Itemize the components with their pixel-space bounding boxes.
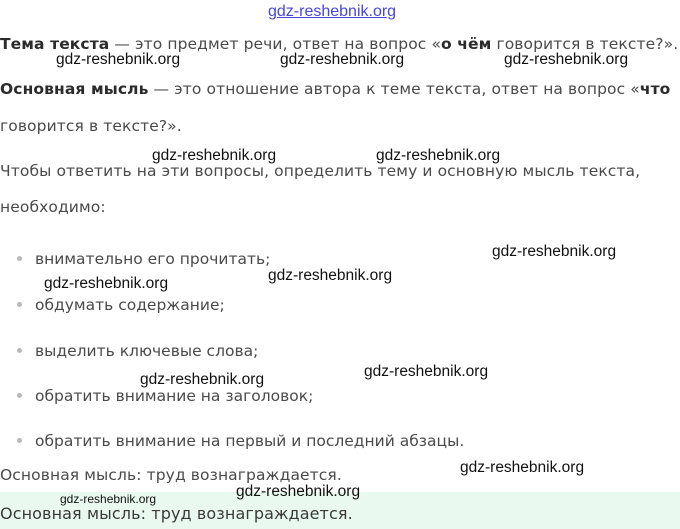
answer-text: Основная мысль: труд вознаграждается. (0, 466, 342, 484)
list-item: обдумать содержание; (35, 296, 225, 314)
theme-term: Тема текста (0, 35, 110, 53)
intro-line2: необходимо: (0, 198, 106, 216)
bullet-icon (17, 393, 22, 398)
idea-definition-line2: говорится в тексте?». (0, 117, 182, 135)
watermark: gdz-reshebnik.org (152, 147, 277, 164)
idea-definition-line1 (0, 79, 670, 99)
bullet-icon (17, 302, 22, 307)
idea-term: Основная мысль (0, 80, 149, 98)
watermark: gdz-reshebnik.org (364, 363, 489, 380)
intro-line1: Чтобы ответить на эти вопросы, определить тему и основную мысль текста, (0, 162, 641, 180)
watermark: gdz-reshebnik.org (236, 483, 361, 500)
watermark: gdz-reshebnik.org (56, 51, 181, 68)
watermark: gdz-reshebnik.org (504, 51, 629, 68)
idea-text-1: — это отношение автора к теме текста, ответ на вопрос « (148, 80, 640, 98)
list-item: обратить внимание на первый и последний абзацы. (35, 432, 465, 450)
list-item: внимательно его прочитать; (35, 250, 271, 268)
watermark: gdz-reshebnik.org (280, 51, 405, 68)
bullet-icon (17, 348, 22, 353)
bullet-icon (17, 256, 22, 261)
idea-emph: что (639, 80, 671, 98)
theme-text-2: говорится в тексте?». (491, 35, 679, 53)
watermark: gdz-reshebnik.org (140, 371, 265, 388)
watermark: gdz-reshebnik.org (460, 459, 585, 476)
theme-emph: о чём (441, 35, 492, 53)
watermark: gdz-reshebnik.org (268, 267, 393, 284)
watermark: gdz-reshebnik.org (44, 275, 169, 292)
watermark-top: gdz-reshebnik.org (268, 3, 397, 20)
answer-highlight-text: Основная мысль: труд вознаграждается. (0, 504, 353, 523)
list-item: обратить внимание на заголовок; (35, 387, 314, 405)
list-item: выделить ключевые слова; (35, 342, 259, 360)
bullet-icon (17, 438, 22, 443)
theme-text-1: — это предмет речи, ответ на вопрос « (109, 35, 442, 53)
watermark-small: gdz-reshebnik.org (60, 492, 157, 506)
watermark: gdz-reshebnik.org (376, 147, 501, 164)
watermark: gdz-reshebnik.org (492, 243, 617, 260)
